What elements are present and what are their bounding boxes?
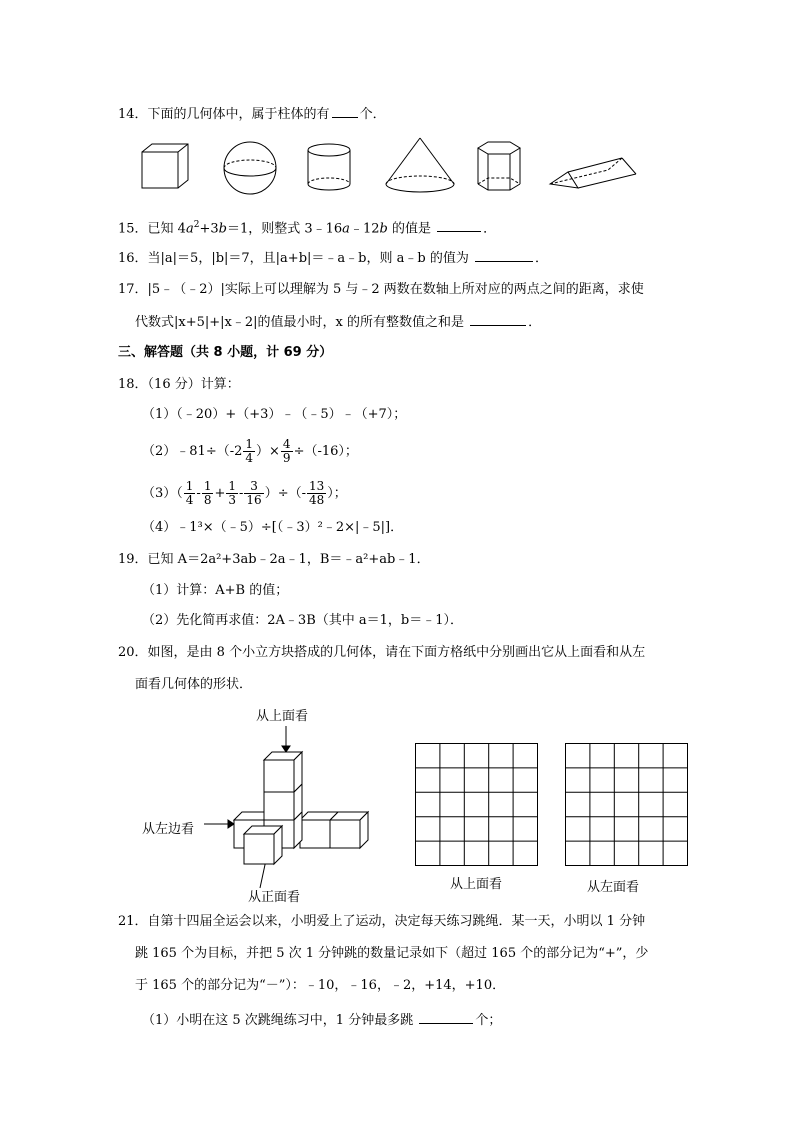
sphere-icon xyxy=(224,142,276,194)
q18-part1: （1）（﹣20）+（+3）﹣（﹣5）﹣（+7）； xyxy=(142,407,407,422)
hexagonal-prism-icon xyxy=(478,142,520,190)
q15: 15．已知 $4a^2+3b=1$，则整式 3﹣16a﹣12b 的值是 ． xyxy=(118,215,496,239)
fraction: $\frac{1}{8}$ xyxy=(203,479,212,507)
fraction: $\frac{1}{4}$ xyxy=(185,479,194,507)
q19-part1: （1）计算：A+B 的值； xyxy=(142,583,289,598)
q18-intro: 18．（16 分）计算： xyxy=(118,377,240,392)
cylinder-icon xyxy=(308,144,350,190)
triangular-prism-icon xyxy=(550,158,636,188)
left-view-label: 从左边看 xyxy=(142,822,195,837)
left-view-grid[interactable] xyxy=(565,743,688,866)
top-view-grid[interactable] xyxy=(415,743,538,866)
q20-line2: 面看几何体的形状． xyxy=(135,677,253,692)
q20-line1: 20．如图，是由 8 个小立方块搭成的几何体，请在下面方格纸中分别画出它从上面看和从左 xyxy=(118,645,646,660)
cube-icon xyxy=(142,144,188,188)
answer-blank xyxy=(475,247,533,262)
cone-icon xyxy=(386,138,454,192)
solids-figure xyxy=(138,138,648,198)
q19-intro: 19．已知 A＝2a²+3ab﹣2a﹣1，B＝﹣a²+ab﹣1． xyxy=(118,552,430,567)
answer-blank xyxy=(419,1009,473,1024)
q18-part2: （2）﹣81÷（-2 $\frac{1}{4}$ ）× $\frac{4}{9}$ ÷（-16）； xyxy=(142,437,358,465)
answer-blank xyxy=(437,217,481,232)
fraction: $\frac{3}{16}$ xyxy=(246,479,262,507)
grid1-label: 从上面看 xyxy=(450,877,503,892)
front-view-label: 从正面看 xyxy=(248,890,301,905)
q17-line2: 代数式|x+5|+|x﹣2|的值最小时，x 的所有整数值之和是 ． xyxy=(135,311,541,333)
fraction: $\frac{1}{4}$ xyxy=(245,437,254,465)
q19-part2: （2）先化简再求值：2A﹣3B（其中 a＝1，b＝﹣1）． xyxy=(142,613,464,628)
q18-part3: （3）（ $\frac{1}{4}$ - $\frac{1}{8}$ + $\frac{1}{3}$ - $\frac{3}{16}$ ）÷（- $\frac{13}{48}$ ）； xyxy=(142,479,347,507)
q21-line2: 跳 165 个为目标，并把 5 次 1 分钟跳的数量记录如下（超过 165 个的部分记为“+”，少 xyxy=(135,946,649,961)
q18-part4: （4）﹣1³×（﹣5）÷[（﹣3）²﹣2×|﹣5|]． xyxy=(142,520,404,535)
answer-blank xyxy=(332,103,358,118)
q21-line1: 21．自第十四届全运会以来，小明爱上了运动，决定每天练习跳绳．某一天，小明以 1 分钟 xyxy=(118,914,646,929)
q21-part1: （1）小明在这 5 次跳绳练习中，1 分钟最多跳 个； xyxy=(142,1009,501,1031)
section-heading: 三、解答题（共 8 小题，计 69 分） xyxy=(118,345,333,360)
question-number: 14． xyxy=(118,107,148,122)
q17-line1: 17．|5﹣（﹣2）|实际上可以理解为 5 与﹣2 两数在数轴上所对应的两点之间的距离，求使 xyxy=(118,282,644,297)
fraction: $\frac{4}{9}$ xyxy=(282,437,291,465)
fraction: $\frac{13}{48}$ xyxy=(309,479,325,507)
grid2-label: 从左面看 xyxy=(587,880,640,895)
answer-blank xyxy=(470,311,526,326)
q21-line3: 于 165 个的部分记为“－”）：﹣10，﹣16，﹣2，+14，+10． xyxy=(135,978,506,993)
q16: 16．当|a|＝5，|b|＝7，且|a+b|＝﹣a﹣b，则 a﹣b 的值为 ． xyxy=(118,247,548,269)
top-view-label: 从上面看 xyxy=(256,709,309,724)
cube-assembly-figure xyxy=(200,720,380,890)
q14: 14．下面的几何体中，属于柱体的有 个． xyxy=(118,103,386,125)
fraction: $\frac{1}{3}$ xyxy=(228,479,237,507)
